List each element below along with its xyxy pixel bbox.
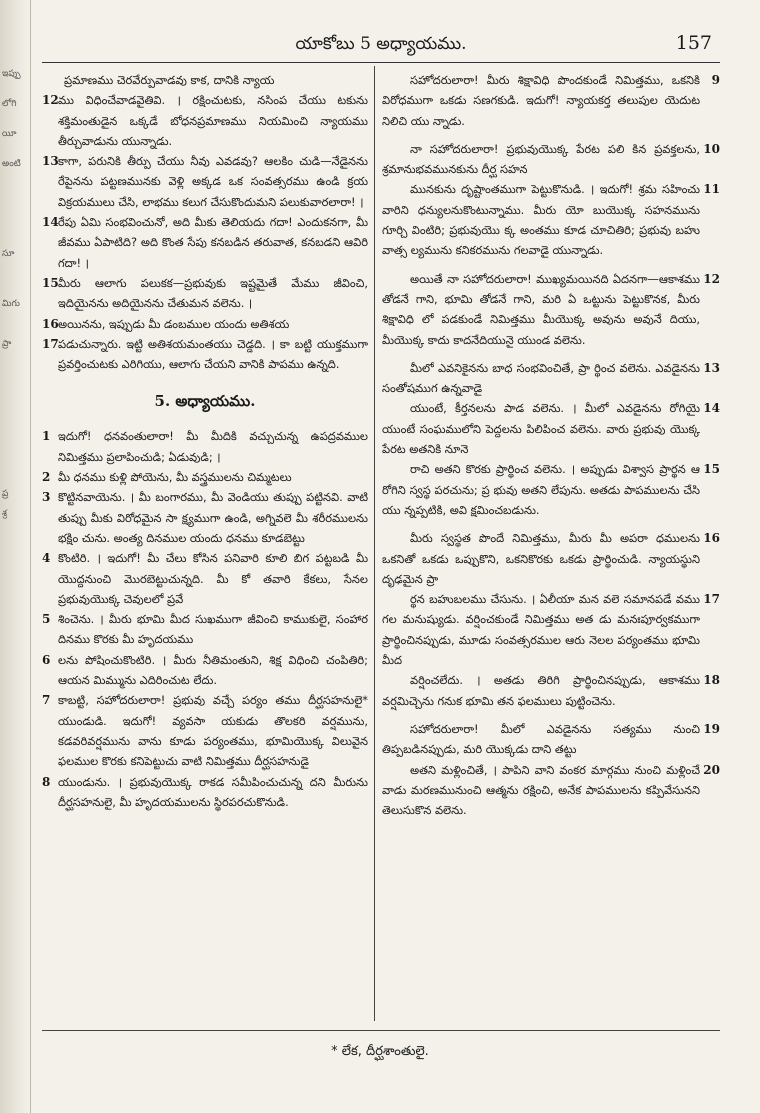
verse-number: 18 <box>703 673 720 688</box>
verse-text: మునకును దృష్టాంతముగా పెట్టుకొనుడి. । ఇదుగో! శ్రమ సహించు వారిని ధన్యులనుకొంటున్నాము. మీరు యో బుయొక్క సహనమును గూర్చి వింటిరి; ప్రభువుయొ క్క అంతము కూడ చూచితిరి; ప్రభువు బహు వాత్స ల్యమును కనికరమును గలవాడై యున్నాడు. <box>382 182 700 258</box>
verse-number: 16 <box>703 531 720 546</box>
text-columns <box>42 66 720 1021</box>
verse <box>42 467 368 487</box>
verse-number: 16 <box>42 316 59 331</box>
binding-edge <box>0 0 31 1113</box>
margin-fragment: మిగు <box>2 299 20 309</box>
verse-text: యుండును. । ప్రభువుయొక్క రాకడ సమీపించుచున్న దని మీరును దీర్ఘసహనులై, మీ హృదయములను స్థిరపరచుకొనుడి. <box>58 774 368 809</box>
verse-text: ఇదుగో! ధనవంతులారా! మీ మీదికి వచ్చుచున్న ఉపద్రవముల నిమిత్తము ప్రలాపించుడి; ఏడువుడి; । <box>58 429 368 464</box>
verse-number: 2 <box>42 470 51 485</box>
verse-number: 15 <box>42 275 59 290</box>
verse-text: శించెను. । మీరు భూమి మీద సుఖముగా జీవించి కాముకులై, సంహార దినము కొరకు మీ హృదయము <box>58 612 368 647</box>
verse <box>382 269 720 350</box>
verse <box>382 459 720 520</box>
verse-number: 13 <box>703 360 720 375</box>
verse-number: 3 <box>42 490 51 505</box>
page-header <box>42 22 720 63</box>
margin-fragment: లోగి <box>2 99 17 109</box>
verse-text: మీలో ఎవనికైనను బాధ సంభవించితే, ప్రా ర్థించ వలెను. ఎవడైనను సంతోషముగ ఉన్నవాడై <box>382 360 700 396</box>
verse-text: మీరు స్వస్థత పొందే నిమిత్తము, మీరు మీ అపరా ధములను ఒకనితో ఒకడు ఒప్పుకొని, ఒకనికొరకు ఒకడు ప్రార్థించుడి. న్యాయస్థుని దృఢమైన ప్రా <box>382 531 700 586</box>
verse-number: 17 <box>42 336 59 351</box>
verse-text: లను పోషించుకొంటిరి. । మీరు నీతిమంతుని, శిక్ష విధించి చంపితిరి; ఆయన మిమ్మును ఎదిరించుట లేదు. <box>58 652 368 688</box>
margin-fragment: సూ <box>2 249 15 259</box>
margin-fragment: అంటి <box>2 159 21 169</box>
margin-fragment: శ్ర <box>2 509 7 519</box>
verse-number: 10 <box>703 141 720 156</box>
verse-text: అయితే నా సహోదరులారా! ముఖ్యమయినది ఏదనగా—ఆకాశము తోడనే గాని, భూమి తోడనే గాని, మరి ఏ ఒట్టును పెట్టుకొనక, మీరు శిక్షావిధి లో పడకుండే నిమిత్తము మీయొక్క అవును అవునే దియు, మీయొక్క కాదు కాదనేదియునై యుండ వలెను. <box>382 271 700 347</box>
verse <box>42 334 368 375</box>
verse-text: పడుచున్నారు. ఇట్టి అతిశయమంతయు చెడ్డది. । కా బట్టి యుక్తముగా ప్రవర్తించుటకు ఎరిగియు, ఆలాగు చేయని వానికి పాపము ఉన్నది. <box>58 336 368 372</box>
verse <box>42 151 368 212</box>
column-divider <box>374 66 375 1021</box>
verse-text: మీరు ఆలాగు పలుకక—ప్రభువుకు ఇష్టమైతే మేము జీవించి, ఇదియైనను అదియైనను చేతుమన వలెను. । <box>58 275 368 311</box>
verse <box>42 690 368 771</box>
verse-text: వర్షించలేదు. । అతడు తిరిగి ప్రార్థించినప్పుడు, ఆకాశము వర్షమిచ్చెను గనుక భూమి తన ఫలములు పుట్టించెను. <box>382 673 700 708</box>
verse-number: 12 <box>703 271 720 286</box>
verse <box>382 670 720 711</box>
verse-text: ము విధించేవాడవైతివి. । రక్షించుటకు, నసింప చేయు టకును శక్తిమంతుడైన ఒక్కడే బోధనప్రమాణము నియమించి న్యాయము తీర్చువాడును యున్నాడు. <box>58 93 368 148</box>
verse-number: 9 <box>711 73 720 87</box>
footnote: * లేక, దీర్ఘశాంతులై. <box>331 1044 429 1059</box>
verse-number: 19 <box>703 721 720 736</box>
verse-text: కొట్టినవాయెను. । మీ బంగారము, మీ వెండియు తుప్పు పట్టినవి. వాటి తుప్పు మీకు విరోధమైన సా క్ష్యముగా ఉండి, అగ్నివలె మీ శరీరములను భక్షిం చును. అంత్య దినముల యందు ధనము కూడబెట్టు <box>58 490 368 545</box>
verse-text: రేపు ఏమి సంభవించునో, అది మీకు తెలియదు గదా! ఎందుకనగా, మీ జీవము ఏపాటిది? అది కొంత సేపు కనబడిన తరువాత, కనబడని ఆవిరి గదా! । <box>58 215 368 270</box>
verse <box>42 273 368 314</box>
verse-text: సహోదరులారా! మీలో ఎవడైనను సత్యము నుంచి తిప్పబడినప్పుడు, మరి యొక్కడు దాని తట్టు <box>382 721 700 757</box>
margin-fragment: ప్ర <box>2 489 9 499</box>
margin-fragment: ప్రా <box>2 339 12 349</box>
verse-text: కాబట్టి, సహోదరులారా! ప్రభువు వచ్చే పర్యం తము దీర్ఘసహనులై* యుండుడి. ఇదుగో! వ్యవసా యకుడు తొలకరి వర్షమును, కడవరివర్షమును వాను కూడు పర్యంతము, భూమియొక్క విలువైన ఫలముల కొరకు కనిపెట్టుచు వాటి నిమిత్తము దీర్ఘసహనుడై <box>58 693 368 769</box>
verse-text: అయినను, ఇప్పుడు మీ డంబముల యందు అతిశయ <box>58 316 290 331</box>
verse-text: అతని మళ్లించితే, । పాపిని వాని వంకర మార్గము నుంచి మళ్లించే వాడు మరణమునుంచి ఆత్మను రక్షించి, అనేక పాపములను కప్పివేసునని తెలుసుకొన వలెను. <box>382 762 700 818</box>
verse-text: రాచి అతని కొరకు ప్రార్థించ వలెను. । అప్పుడు విశ్వాస ప్రార్థన ఆ రోగిని స్వస్థ పరచును; ప్ర భువు అతని లేపును. అతడు పాపములను చేసి యు న్నప్పటికి, అవి క్షమించబడును. <box>382 462 700 517</box>
verse-number: 17 <box>703 592 720 607</box>
verse <box>382 589 720 670</box>
verse-number: 15 <box>703 462 720 477</box>
verse <box>42 426 368 467</box>
running-title: యాకోబు 5 అధ్యాయము. <box>295 34 467 54</box>
verse-number: 7 <box>42 693 51 708</box>
verse-number: 5 <box>42 612 51 627</box>
verse <box>42 609 368 650</box>
verse <box>42 314 368 334</box>
verse <box>382 139 720 180</box>
verse-number: 4 <box>42 551 51 566</box>
verse-number: 13 <box>42 154 59 169</box>
verse <box>42 212 368 273</box>
verse <box>382 398 720 459</box>
verse <box>42 548 368 609</box>
verse-text: సహోదరులారా! మీరు శిక్షావిధి పొందకుండే నిమిత్తము, ఒకనికి విరోధముగా ఒకడు సణగకుడి. ఇదుగో! న్యాయకర్త తలుపుల యెదుట నిలిచి యు న్నాడు. <box>382 73 700 128</box>
verse-text: కాగా, పరునికి తీర్పు చేయు నీవు ఎవడవు? ఆలకిం చుడి—నేడైనను రేపైనను పట్టణమునకు వెళ్లి అక్కడ ఒక సంవత్సరము ఉండి క్రయ విక్రయములు చేసి, లాభము కలుగ చేసుకొందుమని పలుకువారలారా! । <box>58 154 368 209</box>
verse <box>382 179 720 260</box>
verse <box>382 719 720 760</box>
verse <box>382 358 720 399</box>
verse-text: నా సహోదరులారా! ప్రభువుయొక్క పేరట పలి కిన ప్రవక్తలను, శ్రమానుభవమునకును దీర్ఘ సహన <box>382 141 700 177</box>
verse-number: 20 <box>703 762 720 777</box>
left-column <box>42 70 368 812</box>
verse <box>382 760 720 821</box>
verse-number: 8 <box>42 774 51 789</box>
footnote-rule <box>42 1030 720 1031</box>
verse <box>42 772 368 813</box>
chapter-heading: 5. అధ్యాయము. <box>154 392 256 411</box>
verse-number: 14 <box>42 215 59 230</box>
verse-text: కొంటిరి. । ఇదుగో! మీ చేలు కోసిన పనివారి కూలి బిగ పట్టబడి మీ యొద్దనుంచి మొరబెట్టుచున్నది. మీ కో తవారి కేకలు, సేనల ప్రభువుయొక్క చెవులలో ప్రవే <box>58 551 368 606</box>
verse-number: 12 <box>42 93 59 108</box>
right-column <box>382 70 720 820</box>
verse-text: యుంటే, కీర్తనలను పాడ వలెను. । మీలో ఎవడైనను రోగియై యుంటే సంఘములోని పెద్దలను పిలిపించ వలెను. వారు ప్రభువు యొక్క పేరట అతనికి నూనె <box>382 401 700 457</box>
verse-number: 11 <box>703 182 720 197</box>
verse-number: 6 <box>42 652 51 667</box>
margin-fragment: యీ <box>2 129 17 139</box>
verse <box>42 90 368 151</box>
margin-fragment: ఇప్పు <box>2 69 21 79</box>
page-number: 157 <box>675 32 712 54</box>
verse <box>42 487 368 548</box>
verse-text: ప్రమాణము చెరవేర్పువాడవు కాక, దానికి న్యాయ <box>64 73 275 87</box>
verse <box>42 650 368 691</box>
verse-number: 14 <box>703 401 720 416</box>
verse <box>382 70 720 131</box>
verse-number: 1 <box>42 429 51 444</box>
verse-text: ర్థన బహుబలము చేసును. । ఏలీయా మన వలె సమానపడే వము గల మనుష్యుడు. వర్షించకుండే నిమిత్తము అత డు మనఃపూర్వకముగా ప్రార్థించినప్పుడు, మూడు సంవత్సరముల ఆరు నెలల పర్యంతము భూమి మీద <box>382 592 700 668</box>
verse-text: మీ ధనము కుళ్లి పోయెను, మీ వస్త్రములను చిమ్మటలు <box>58 470 292 485</box>
verse <box>382 528 720 589</box>
